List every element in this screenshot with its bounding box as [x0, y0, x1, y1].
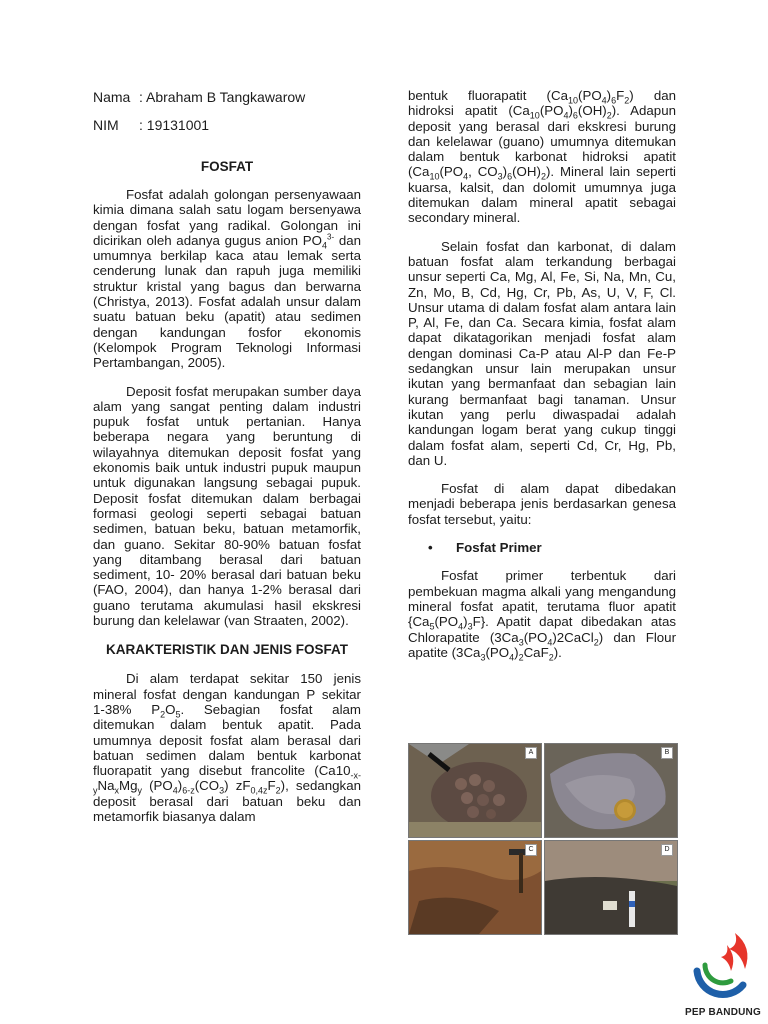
bullet-label: Fosfat Primer — [456, 540, 542, 556]
left-column — [93, 88, 361, 837]
author-info — [93, 88, 361, 134]
right-column — [408, 88, 676, 673]
nim-value: : 19131001 — [139, 117, 210, 133]
logo-emblem-icon — [683, 925, 763, 1005]
photo-label-c: C — [525, 844, 537, 856]
pep-bandung-logo — [683, 925, 763, 1020]
photo-a — [408, 743, 542, 838]
paragraph-deposit: Deposit fosfat merupakan sumber daya alam yang sangat penting dalam industri pupuk fosfat untuk pertanian. Hanya beberapa negara yang beruntung di wilayahnya ditemukan deposit fosfat yang ekonomis baik untuk industri pupuk maupun untuk digunakan langsung sebagai pupuk. Deposit fosfat ditemukan dalam berbagai formasi geologi seperti sebagai batuan sedimen, batuan beku, batuan metamorfik, dan guano. Sekitar 80-90% batuan fosfat yang ditambang berasal dari batuan sediment, 10- 20% berasal dari batuan beku (FAO, 2004), dan hanya 1-2% berasal dari guano terutama akumulasi hasil ekskresi burung dan kelelawar (van Straaten, 2002). — [93, 383, 361, 629]
name-value: : Abraham B Tangkawarow — [139, 89, 306, 105]
paragraph-intro: Fosfat adalah golongan persenyawaan kimia dimana salah satu logam bersenyawa dengan fosfat yang radikal. Golongan ini dicirikan oleh adanya gugus anion $PO_4^{3-}$ dan umumnya berkilap kaca atau lemak serta cenderung lunak dan rapuh juga memiliki struktur kristal yang bagus dan berwarna (Christya, 2013). Fosfat adalah unsur dalam suatu batuan beku (apatit) atau sedimen dengan kandungan fosfor ekonomis (Kelompok Program Teknologi Informasi Pertambangan, 2005). — [93, 187, 362, 371]
paragraph-jenis: Fosfat di alam dapat dibedakan menjadi beberapa jenis berdasarkan genesa fosfat tersebut, yaitu: — [408, 481, 676, 527]
paragraph-unsur: Selain fosfat dan karbonat, di dalam batuan fosfat alam terkandung berbagai unsur seperti Ca, Mg, Al, Fe, Si, Na, Mn, Cu, Zn, Mo, B, Cd, Hg, Cr, Pb, As, U, V, F, Cl. Unsur utama di dalam fosfat alam antara lain P, Al, Fe, dan Ca. Secara kimia, fosfat alam dapat dikatagorikan menjadi fosfat alam dengan dominasi Ca-P atau Al-P dan Fe-P sedangkan unsur lain merupakan unsur ikutan yang bermanfaat dan sebagian lain kurang bermanfaat bagi tanaman. Unsur ikutan yang perlu diwaspadai adalah kandungan logam berat yang cukup tinggi dalam fosfat alam, seperti Cd, Cr, Hg, Pb, dan U. — [408, 238, 676, 468]
paragraph-karakteristik: Di alam terdapat sekitar 150 jenis mineral fosfat dengan kandungan P sekitar 1-38% $P_2O_5$. Sebagian fosfat alam ditemukan dalam bentuk apatit. Pada umumnya deposit fosfat alam berasal dari batuan sedimen dalam bentuk karbonat fluorapatit yang disebut francolite ($Ca10_{-x-y}Na_xMg_y$ $(PO_4)_{6-z}(CO_3)$ $zF_{0,4z}F_2$), sedangkan deposit berasal dari batuan beku dan metamorfik biasanya dalam — [93, 671, 361, 824]
photo-label-a: A — [525, 747, 537, 759]
nim-label: NIM — [93, 117, 119, 133]
rock-photo-figure — [408, 743, 678, 933]
name-label: Nama — [93, 89, 131, 105]
logo-text: PEP BANDUNG — [685, 1007, 761, 1018]
paragraph-fosfat-primer: Fosfat primer terbentuk dari pembekuan magma alkali yang mengandung mineral fosfat apatit, terutama fluor apatit $\{Ca_5(PO_4)_3F\}$. Apatit dapat dibedakan atas Chlorapatite $(3Ca_3(PO_4)2CaCl_2)$ dan Flour apatite $(3Ca_3(PO_4)_2CaF_2)$. — [408, 568, 676, 663]
photo-label-d: D — [661, 844, 673, 856]
photo-label-b: B — [661, 747, 673, 759]
photo-d — [544, 840, 678, 935]
bullet-dot-icon: • — [428, 540, 433, 556]
photo-c — [408, 840, 542, 935]
section-heading-karakteristik: KARAKTERISTIK DAN JENIS FOSFAT — [105, 642, 348, 658]
paragraph-fluorapatit: bentuk fluorapatit $(Ca_{10}(PO_4)_6F_2)$ dan hidroksi apatit $(Ca_{10}(PO_4)_6(OH)_2)$. Adapun deposit yang berasal dari ekskresi burung dan kelelawar (guano) umumnya ditemukan dalam bentuk karbonat hidroksi apatit ($Ca_{10}(PO_4$, $CO_3)_6(OH)_2$). Mineral lain seperti kuarsa, kalsit, dan dolomit umumnya juga ditemukan dalam mineral apatit sebagai secondary mineral. — [408, 88, 677, 226]
bullet-fosfat-primer — [408, 540, 676, 555]
photo-b — [544, 743, 678, 838]
page-title: FOSFAT — [200, 159, 254, 174]
